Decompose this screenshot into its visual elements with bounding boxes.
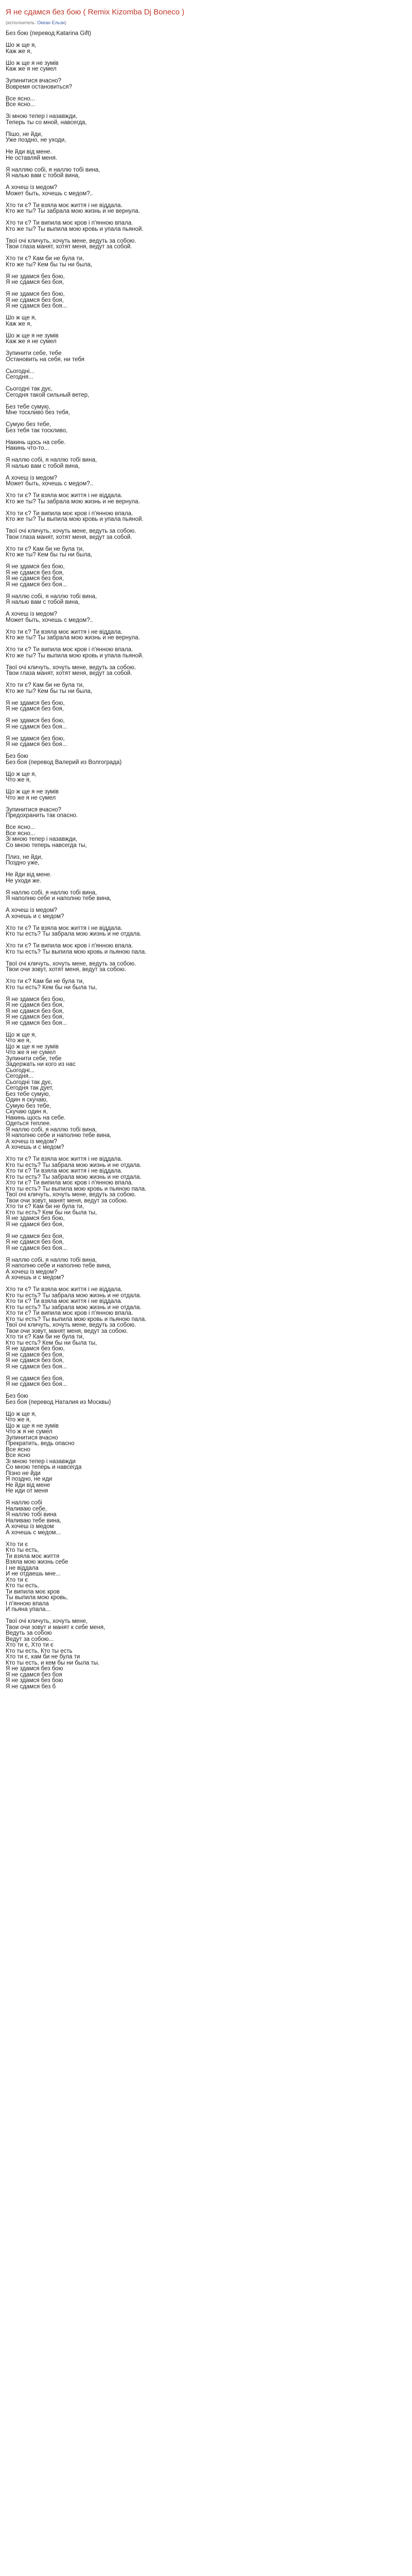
performer-line: [6, 20, 407, 26]
performer-link[interactable]: Океан Ельзи: [37, 20, 65, 25]
performer-prefix: (исполнитель:: [6, 20, 38, 25]
performer-suffix: ): [64, 20, 66, 25]
lyrics-text: Без бою (перевод Katarina Gift) Шо ж ще я, Каж же я, Шо ж ще я не зумів Каж же я не сумел Зупинитися вчасно? Вовремя остановиться? Все ясно... Все ясно... Зі мною тепер і назавжди, Теперь ты со мной, навсегда, Пішо, не йди, Уже поздно, не уходи, Не йди від мене. Не оставляй меня. Я налляю собі, я наллю тобі вина, Я налью вам с тобой вина, А хочеш із медом? Может быть, хочешь с медом?.. Хто ти є? Ти взяла моє життя і не віддала. Кто же ты? Ты забрала мою жизнь и не вернула. Хто ти є? Ти випила моє кров і п'янною впала. Кто же ты? Ты выпила мою кровь и упала пьяной. Твої очі кличуть, хочуть мене, ведуть за собою. Твои глаза манят, хотят меня, ведут за собой. Хто ти є? Кам би не була ти, Кто же ты? Кем бы ты ни была, Я не здамся без бою, Я не сдамся без боя, Я не здамся без бою, Я не сдамся без боя, Я не сдамся без боя... Шо ж ще я, Каж же я, Шо ж ще я не зумів Каж же я не сумел Зупинити себе, тебе Остановить на себя, ни тебя Сьогодні... Сегодня... Сьогодні так дує, Сегодня такой сильный ветер, Без тебе сумую, Мне тоскливо без тебя, Сумую без тебе, Без тебя так тоскливо, Накинь щось на себе. Накинь что-то... Я наллю собі, я наллю тобі вина, Я налью вам с тобой вина, А хочеш із медом? Может быть, хочешь с медом?.. Хто ти є? Ти взяла моє життя і не віддала. Кто же ты? Ты забрала мою жизнь и не вернула. Хто ти є? Ти випила моє кров і п'янною впала. Кто же ты? Ты выпила мою кровь и упала пьяной. Твої очі кличуть, хочуть мене, ведуть за собою. Твои глаза манят, хотят меня, ведут за собой. Хто ти є? Кам би не була ти, Кто же ты? Кем бы ты ни была, Я не здамся без бою, Я не сдамся без боя, Я не сдамся без боя, Я не сдамся без боя... Я наллю собі, я наллю тобі вина, Я налью вам с тобой вина, А хочеш із медом? Может быть, хочешь с медом?.. Хто ти є? Ти взяла моє життя і не віддала. Кто же ты? Ты забрала мою жизнь и не вернула. Хто ти є? Ти випила моє кров і п'янною впала. Кто же ты? Ты выпила мою кровь и упала пьяной. Твої очі кличуть, хочуть мене, ведуть за собою. Твои глаза манят, хотят меня, ведут за собой. Хто ти є? Кам би не була ти, Кто же ты? Кем бы ты ни была, Я не здамся без бою, Я не сдамся без боя, Я не здамся без бою, Я не сдамся без боя... Я не здамся без бою, Я не сдамся без боя... Без бою Без боя (перевод Валерий из Волгограда) Що ж ще я, Что же я, Що ж ще я не зумів Что же я не сумел Зупинитися вчасно? Предохранить так опасно. Все ясно... Все ясно... Зі мною тепер і назавжди, Со мною теперь навсегда ты, Плиз, не йди, Поздно уже, Не йди від мене. Не уходи же. Я наллю собі, я наллю тобі вина, Я наполню себе и наполню тебе вина, А хочеш із медом? А хочешь и с медом? Хто ти є? Ти взяла моє життя і не віддала. Кто ты есть? Ты забрала мою жизнь и не отдала. Хто ти є? Ти випила моє кров і п'янною впала. Кто ты есть? Ты выпила мою кровь и пьяною пала. Твої очі кличуть, хочуть мене, ведуть за собою. Твои очи зовут, хотят меня, ведут за собою. Хто ти є? Кам би не була ти, Кто ты есть? Кем бы ни была ты, Я не здамся без бою, Я не сдамся без боя, Я не сдамся без боя, Я не сдамся без боя, Я не сдамся без боя... Що ж ще я, Что же я, Що ж ще я не зумів Что же я не сумел Зупинити себе, тебе Задержать ни кого из нас Сьогодні... Сегодня... Сьогодні так дує, Сегодня так дует, Без тебе сумую, Один я скучаю, Сумую без тебе, Скучаю один я, Накинь щось на себе. Одеться теплее. Я наллю собі, я наллю тобі вина, Я наполню себе и наполню тебе вина, А хочеш із медом? А хочешь и с медом? Хто ти є? Ти взяла моє життя і не віддала. Кто ты есть? Ты забрала мою жизнь и не отдала. Хто ти є? Ти взяла моє життя і не віддала. Кто ты есть? Ты забрала мою жизнь и не отдала. Хто ти є? Ти випила моє кров і п'янною впала. Кто ты есть? Ты выпила мою кровь и пьяною пала. Твої очі кличуть, хочуть мене, ведуть за собою. Твои очи зовут, манят меня, ведут за собою. Хто ти є? Кам би не була ти, Кто ты есть? Кем бы ни была ты, Я не здамся без бою, Я не сдамся без боя, Я не сдамся без боя, Я не сдамся без боя, Я не сдамся без боя... Я наллю собі, я наллю тобі вина, Я наполню себе и наполню тебе вина, А хочеш із медом? А хочешь и с медом? Хто ти є? Ти взяла моє життя і не віддала. Кто ты есть? Ты забрала мою жизнь и не отдала. Хто ти є? Ти взяла моє життя і не віддала. Кто ты есть? Ты забрала мою жизнь и не отдала. Хто ти є? Ти випила моє кров і п'янною впала. Кто ты есть? Ты выпила мою кровь и пьяною пала. Твої очі кличуть, хочуть мене, ведуть за собою. Твои очи зовут, манят меня, ведут за собою. Хто ти є? Кам би не була ти, Кто ты есть? Кем бы ни была ты, Я не здамся без бою, Я не сдамся без боя, Я не сдамся без боя, Я не сдамся без боя... Я не сдамся без боя, Я не сдамся без боя... Без бою Без боя (перевод Наталия из Москвы) Що ж ще я, Что же я, Що ж ще я не зумів Что ж я не сумел Зупинитися вчасно Прекратить, ведь опасно Все ясно Все ясно Зі мною тепер і назавжди Со мною теперь и навсегда Пізно не йди Я поздно, не иди Не йди від мене Не иди от меня Я наллю собі Наливаю себе, Я наллю тобі вина Наливаю тебе вина, А хочеш із медом А хочешь с медом... Хто ти є Кто ты есть, Ти взяла моє життя Взяла мою жизнь себе І не віддала И не отдаешь мне... Хто ти є Кто ты есть, Ти випила моє кров Ты выпила мою кровь, І п'янною впала И пьяна упала... Твої очі кличуть, хочуть мене, Твои очи зовут и манят к себе меня, Ведуть за собою Ведут за собою... Хто ти є, Хто ти є Кто ты есть, Кто ты есть Хто ти є, кам би не була ти Кто ты есть, и кем бы ни была ты. Я не здамся без бою Я не сдамся без боя Я не здамся без бою Я не сдамся без б: [6, 30, 147, 1690]
song-title: Я не сдамся без бою ( Remix Kizomba Dj Boneco ): [6, 8, 185, 16]
